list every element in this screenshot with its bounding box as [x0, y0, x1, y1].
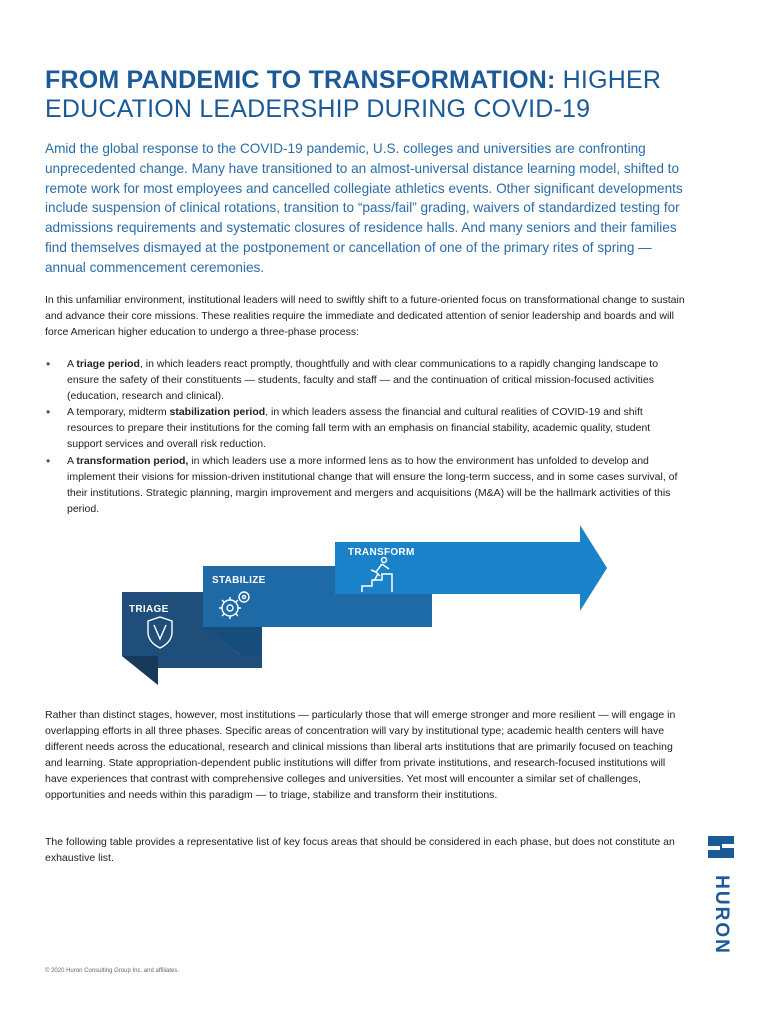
title-rest: HIGHER EDUCATION LEADERSHIP DURING COVID-19	[45, 66, 662, 123]
phase-list	[45, 356, 685, 517]
copyright-footer: © 2020 Huron Consulting Group Inc. and affiliates.	[45, 968, 180, 974]
body-paragraph: Rather than distinct stages, however, most institutions — particularly those that will emerge stronger and more resilient — will engage in overlapping efforts in all three phases. Specific areas of concentration will vary by institutional type; academic health centers will have different needs across the educational, research and clinical missions than liberal arts institutions that are primarily focused on teaching and learning. State appropriation-dependent public institutions will differ from private institutions, and research-focused institutions will have experiences that contrast with comprehensive colleges and universities. Yet most will encounter a similar set of challenges, opportunities and needs within this paradigm — to triage, stabilize and transform their institutions.	[45, 709, 676, 802]
page-title	[45, 66, 705, 124]
bullet-icon: •	[46, 405, 51, 420]
logo-text: HURON	[711, 875, 732, 955]
bullet-icon: •	[46, 357, 51, 371]
bullet-text: A temporary, midterm	[67, 406, 170, 419]
three-phase-diagram	[110, 520, 610, 690]
bullet-text: , in which leaders react promptly, thoughtfully and with clear communications to a rapidly changing landscape to ensure the safety of their constituents — students, faculty and staff — and the continuation of critical mission-focused activities (education, research and clinical).	[67, 358, 659, 403]
bullet-bold: triage period	[76, 358, 140, 370]
stabilize-label: STABILIZE	[212, 575, 266, 586]
intro-paragraph: In this unfamiliar environment, institutional leaders will need to swiftly shift to a future-oriented focus on transformational change to sustain and advance their core missions. These realities require the immediate and dedicated attention of senior leadership and boards and will force American higher education to undergo a three-phase process:	[45, 294, 685, 339]
triage-fold	[122, 656, 158, 685]
title-bold: FROM PANDEMIC TO TRANSFORMATION:	[45, 66, 556, 94]
huron-logo	[704, 832, 738, 962]
bullet-text: A	[67, 454, 77, 467]
bullet-bold: stabilization period	[169, 406, 266, 419]
huron-mark-icon	[704, 832, 738, 862]
list-item	[45, 453, 685, 517]
table-intro-paragraph: The following table provides a representative list of key focus areas that should be considered in each phase, but does not constitute an exhaustive list.	[45, 836, 675, 865]
list-item	[45, 356, 685, 404]
bullet-text: , in which leaders assess the financial and cultural realities of COVID-19 and shift resources to prepare their institutions for the coming fall term with an emphasis on financial stability, academic quality, student support services and overall risk reduction.	[67, 406, 651, 451]
list-item	[45, 404, 685, 452]
transform-label: TRANSFORM	[348, 547, 415, 558]
triage-label: TRIAGE	[129, 604, 169, 615]
bullet-bold: transformation period,	[76, 454, 189, 467]
lead-paragraph: Amid the global response to the COVID-19 pandemic, U.S. colleges and universities are confronting unprecedented change. Many have transitioned to an almost-universal distance learning model, shifted to remote work for most employees and cancelled collegiate athletics events. Other significant developments include suspension of clinical rotations, transition to “pass/fail” grading, waivers of standardized testing for admissions requirements and systematic closures of residence halls. And many seniors and their families find themselves dismayed at the postponement or cancellation of one of the primary rites of spring — annual commencement ceremonies.	[45, 141, 683, 275]
bullet-text: in which leaders use a more informed lens as to how the environment has unfolded to develop and implement their visions for mission-driven institutional change that will ensure the long-term success, and in some cases survival, of their institutions. Strategic planning, margin improvement and mergers and acquisitions (M&A) will be the hallmark activities of this period.	[67, 454, 678, 515]
bullet-icon: •	[46, 453, 51, 468]
bullet-text: A	[67, 358, 77, 370]
